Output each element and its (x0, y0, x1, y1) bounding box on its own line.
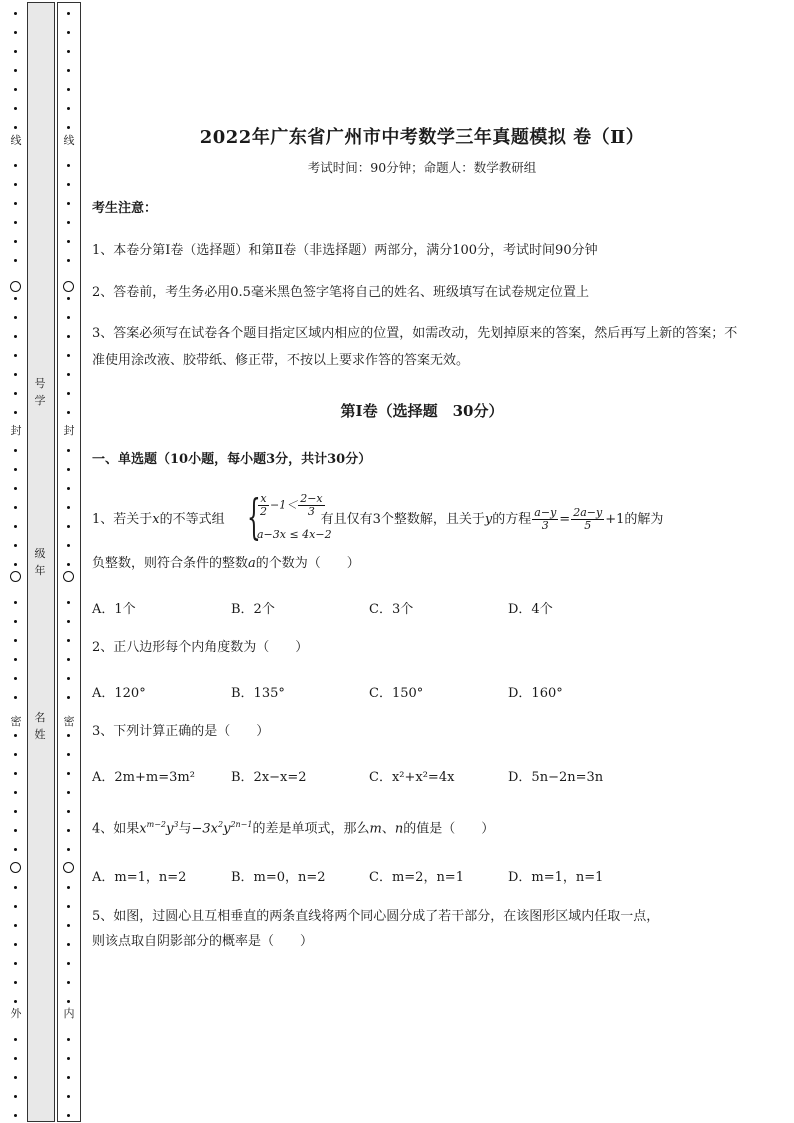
binding-dot (14, 69, 17, 72)
binding-dot (14, 924, 17, 927)
binding-dot (14, 943, 17, 946)
binding-dot (14, 221, 17, 224)
binding-dot (67, 107, 70, 110)
binding-dot (14, 791, 17, 794)
binding-dot (14, 1057, 17, 1060)
binding-dot (14, 658, 17, 661)
question-1-line-1: 1、若关于x的不等式组 有且仅有3个整数解，且关于y的方程 $\frac{a-y}{3}$ = $\frac{2a-y}{5}$ +1的解为 (92, 506, 664, 532)
binding-dot (14, 677, 17, 680)
option-d[interactable]: D．5n−2n=3n (508, 770, 604, 785)
option-b[interactable]: B．135° (231, 686, 285, 701)
binding-char-mi-outer: 密 (10, 715, 22, 728)
inequality-system (247, 489, 347, 545)
option-d[interactable]: D．m=1，n=1 (508, 870, 604, 885)
binding-dot (14, 886, 17, 889)
binding-dot (14, 601, 17, 604)
binding-dot (67, 791, 70, 794)
binding-dot (14, 848, 17, 851)
option-c[interactable]: C．150° (369, 686, 424, 701)
option-a[interactable]: A．m=1，n=2 (92, 870, 187, 885)
option-a[interactable]: A．1个 (92, 602, 136, 617)
binding-dot (67, 31, 70, 34)
binding-dot (14, 1095, 17, 1098)
binding-dot (67, 202, 70, 205)
option-b[interactable]: B．m=0，n=2 (231, 870, 326, 885)
binding-dot (67, 677, 70, 680)
binding-circle-icon (63, 281, 74, 292)
binding-dot (67, 373, 70, 376)
binding-dot (14, 31, 17, 34)
binding-margin (0, 0, 82, 1123)
binding-dot (14, 354, 17, 357)
binding-dot (67, 772, 70, 775)
binding-dot (14, 829, 17, 832)
binding-dot (67, 392, 70, 395)
binding-dot (14, 107, 17, 110)
binding-dot (67, 69, 70, 72)
option-c[interactable]: C．x²+x²=4x (369, 770, 455, 785)
option-b[interactable]: B．2x−x=2 (231, 770, 307, 785)
binding-dot (67, 696, 70, 699)
binding-char-xian-inner: 线 (63, 134, 75, 147)
binding-dot (67, 734, 70, 737)
binding-dot (67, 259, 70, 262)
question-5-line-1: 5、如图，过圆心且互相垂直的两条直线将两个同心圆分成了若干部分，在该图形区域内任取一点， (92, 909, 660, 924)
binding-dot (14, 259, 17, 262)
binding-dot (14, 563, 17, 566)
binding-char-feng-outer: 封 (10, 424, 22, 437)
page-subtitle: 考试时间：90分钟；命题人：数学教研组 (307, 160, 537, 175)
binding-dot (14, 734, 17, 737)
binding-dot (67, 848, 70, 851)
binding-dot (14, 392, 17, 395)
binding-dot (67, 449, 70, 452)
part-title: 一、单选题（10小题，每小题3分，共计30分） (92, 452, 372, 467)
binding-dot (14, 411, 17, 414)
notice-item-3: 3、答案必须写在试卷各个题目指定区域内相应的位置，如需改动，先划掉原来的答案，然后再写上新的答案；不准使用涂改液、胶带纸、修正带，不按以上要求作答的答案无效。 (92, 326, 738, 368)
binding-dot (14, 696, 17, 699)
grade-label: 级 年 (34, 547, 46, 577)
binding-dot (14, 202, 17, 205)
binding-dot (14, 468, 17, 471)
binding-dot (14, 772, 17, 775)
system-line-1: $\frac{x}{2}$ −1＜ $\frac{2-x}{3}$ (260, 492, 323, 518)
binding-char-mi-inner: 密 (63, 715, 75, 728)
binding-dot (14, 50, 17, 53)
binding-dot (14, 981, 17, 984)
page-title: 2022年广东省广州市中考数学三年真题模拟 卷（Ⅱ） (199, 127, 645, 148)
binding-circle-icon (10, 862, 21, 873)
binding-dot (14, 905, 17, 908)
binding-char-wai-outer: 外 (10, 1007, 22, 1020)
notice-item-1: 1、本卷分第Ⅰ卷（选择题）和第Ⅱ卷（非选择题）两部分，满分100分，考试时间90分钟 (92, 243, 598, 258)
binding-dot (14, 240, 17, 243)
binding-dot (67, 1095, 70, 1098)
question-1-line-2: 负整数，则符合条件的整数a的个数为（ ） (92, 556, 360, 571)
binding-dot (14, 1114, 17, 1117)
question-3-options (92, 766, 752, 786)
binding-dot (14, 164, 17, 167)
binding-dot (67, 316, 70, 319)
binding-dot (14, 810, 17, 813)
binding-dot (67, 354, 70, 357)
binding-dot (14, 1076, 17, 1079)
binding-dot (14, 335, 17, 338)
option-c[interactable]: C．3个 (369, 602, 414, 617)
binding-circle-icon (63, 862, 74, 873)
system-line-2: a−3x ≤ 4x−2 (257, 528, 332, 541)
binding-dot (14, 525, 17, 528)
binding-dot (14, 1000, 17, 1003)
outer-dotted-line (9, 0, 23, 1123)
section-title: 第Ⅰ卷（选择题 30分） (340, 402, 504, 420)
binding-dot (14, 639, 17, 642)
binding-dot (14, 88, 17, 91)
binding-dot (14, 487, 17, 490)
binding-dot (14, 12, 17, 15)
binding-dot (67, 1076, 70, 1079)
binding-dot (14, 449, 17, 452)
student-id-label: 号 学 (34, 377, 46, 407)
binding-dot (14, 297, 17, 300)
binding-char-nei-inner: 内 (63, 1007, 75, 1020)
question-2: 2、正八边形每个内角度数为（ ） (92, 640, 309, 655)
question-4: 4、如果$x^{m-2}y^3$与$-3x^2y^{2n-1}$的差是单项式，那么m、n的值是（ ） (92, 820, 495, 837)
binding-dot (67, 12, 70, 15)
question-1-options (92, 598, 752, 618)
binding-circle-icon (63, 571, 74, 582)
binding-dot (67, 753, 70, 756)
system-brace: { (247, 489, 261, 545)
notice-item-2: 2、答卷前，考生务必用0.5毫米黑色签字笔将自己的姓名、班级填写在试卷规定位置上 (92, 285, 589, 300)
binding-circle-icon (10, 281, 21, 292)
binding-dot (67, 525, 70, 528)
binding-dot (67, 50, 70, 53)
option-a[interactable]: A．120° (92, 686, 146, 701)
binding-char-feng-inner: 封 (63, 424, 75, 437)
question-4-options (92, 866, 752, 886)
binding-dot (67, 126, 70, 129)
question-2-options (92, 682, 752, 702)
binding-dot (67, 1114, 70, 1117)
binding-dot (14, 753, 17, 756)
binding-dot (67, 544, 70, 547)
binding-dot (67, 924, 70, 927)
binding-dot (67, 487, 70, 490)
question-3: 3、下列计算正确的是（ ） (92, 724, 270, 739)
binding-dot (67, 88, 70, 91)
binding-dot (14, 183, 17, 186)
binding-dot (67, 962, 70, 965)
binding-dot (67, 601, 70, 604)
name-label: 名 姓 (34, 711, 46, 741)
option-b[interactable]: B．2个 (231, 602, 275, 617)
binding-dot (14, 620, 17, 623)
binding-dot (14, 373, 17, 376)
binding-dot (14, 544, 17, 547)
binding-dot (67, 886, 70, 889)
binding-dot (67, 620, 70, 623)
binding-dot (67, 905, 70, 908)
binding-dot (14, 1038, 17, 1041)
option-d[interactable]: D．160° (508, 686, 563, 701)
binding-dot (67, 943, 70, 946)
binding-dot (67, 829, 70, 832)
binding-dot (67, 563, 70, 566)
binding-dot (67, 164, 70, 167)
binding-dot (14, 126, 17, 129)
binding-dot (67, 506, 70, 509)
binding-dot (67, 1038, 70, 1041)
binding-dot (67, 639, 70, 642)
inner-dotted-line (62, 0, 76, 1123)
binding-dot (14, 506, 17, 509)
binding-dot (67, 411, 70, 414)
binding-dot (14, 316, 17, 319)
binding-dot (67, 1057, 70, 1060)
binding-dot (67, 335, 70, 338)
binding-dot (14, 962, 17, 965)
binding-dot (67, 240, 70, 243)
binding-dot (67, 468, 70, 471)
binding-dot (67, 1000, 70, 1003)
binding-dot (67, 297, 70, 300)
binding-dot (67, 981, 70, 984)
binding-dot (67, 221, 70, 224)
binding-char-xian-outer: 线 (10, 134, 22, 147)
option-d[interactable]: D．4个 (508, 602, 553, 617)
notice-heading: 考生注意： (92, 201, 158, 216)
binding-circle-icon (10, 571, 21, 582)
question-5-line-2: 则该点取自阴影部分的概率是（ ） (92, 934, 314, 949)
binding-dot (67, 810, 70, 813)
option-c[interactable]: C．m=2，n=1 (369, 870, 464, 885)
option-a[interactable]: A．2m+m=3m² (92, 770, 195, 785)
binding-dot (67, 658, 70, 661)
binding-dot (67, 183, 70, 186)
